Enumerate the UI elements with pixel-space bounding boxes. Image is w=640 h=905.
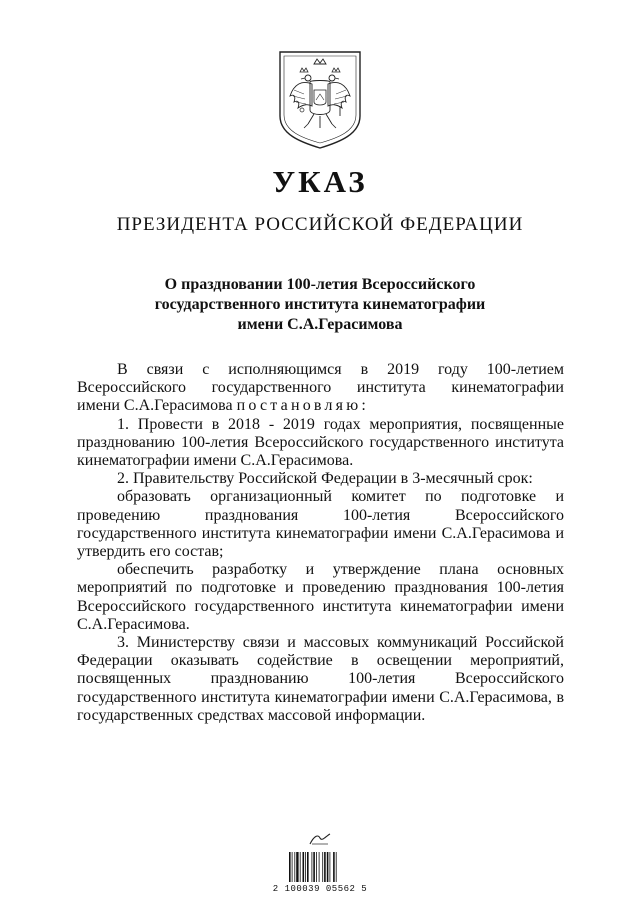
paragraph-preamble-line	[77, 397, 564, 415]
decree-keyword: постановляю:	[236, 397, 370, 415]
barcode-bar	[322, 852, 323, 882]
barcode-bar	[289, 852, 291, 882]
coat-of-arms-icon	[278, 50, 362, 150]
barcode-bar	[307, 852, 309, 882]
barcode-bar	[296, 852, 298, 882]
paragraph-item-2: 2. Правительству Российской Федерации в 3-месячный срок:	[117, 470, 533, 488]
decree-body	[77, 361, 564, 725]
barcode-bar	[316, 852, 317, 882]
preamble-text: имени С.А.Герасимова	[77, 397, 237, 415]
paragraph-preamble-line: В связи с исполняющимся в 2019 году 100-летием	[117, 361, 564, 378]
printing-mark-icon	[308, 832, 332, 846]
barcode-bar	[292, 852, 293, 882]
heading-line: О праздновании 100-летия Всероссийского	[164, 276, 476, 293]
barcode-bar	[303, 852, 305, 882]
paragraph-item-3: 3. Министерству связи и массовых коммуникаций Российской Федерации оказывать содействие в освещении мероприятий, посвященных празднованию 100-летия Всероссийского государственного института кинематографии имени С.А.Герасимова, в государственных средствах массовой информации.	[77, 634, 564, 724]
barcode-bar	[312, 852, 313, 882]
decree-heading	[100, 275, 540, 335]
paragraph-preamble-line: Всероссийского государственного института кинематографии	[77, 379, 564, 397]
barcode-bar	[300, 852, 301, 882]
barcode-number: 2 100039 05562 5	[272, 884, 368, 894]
barcode-bar	[333, 852, 335, 882]
barcode-bar	[313, 852, 315, 882]
decree-title: УКАЗ	[272, 164, 368, 199]
barcode-bar	[305, 852, 306, 882]
heading-line: государственного института кинематографии	[154, 296, 486, 313]
barcode-bar	[336, 852, 337, 882]
paragraph-item-2a: образовать организационный комитет по подготовке и проведению празднования 100-летия Всероссийского государственного института кинематографии имени С.А.Герасимова и утвердить его состав;	[77, 488, 564, 561]
heading-line: имени С.А.Герасимова	[237, 316, 403, 333]
decree-subtitle: ПРЕЗИДЕНТА РОССИЙСКОЙ ФЕДЕРАЦИИ	[116, 214, 524, 235]
barcode-bar	[319, 852, 320, 882]
barcode-bar	[330, 852, 331, 882]
paragraph-item-2b: обеспечить разработку и утверждение плана основных мероприятий по подготовке и проведению празднования 100-летия Всероссийского государственного института кинематографии имени С.А.Герасимова.	[77, 561, 564, 633]
barcode-icon	[288, 852, 352, 882]
barcode-bar	[294, 852, 295, 882]
barcode-bar	[327, 852, 329, 882]
document-stamp	[0, 832, 640, 894]
paragraph-item-1: 1. Провести в 2018 - 2019 годах мероприятия, посвященные празднованию 100-летия Всероссийского государственного института кинематографии имени С.А.Герасимова.	[77, 415, 564, 470]
barcode-bar	[324, 852, 326, 882]
